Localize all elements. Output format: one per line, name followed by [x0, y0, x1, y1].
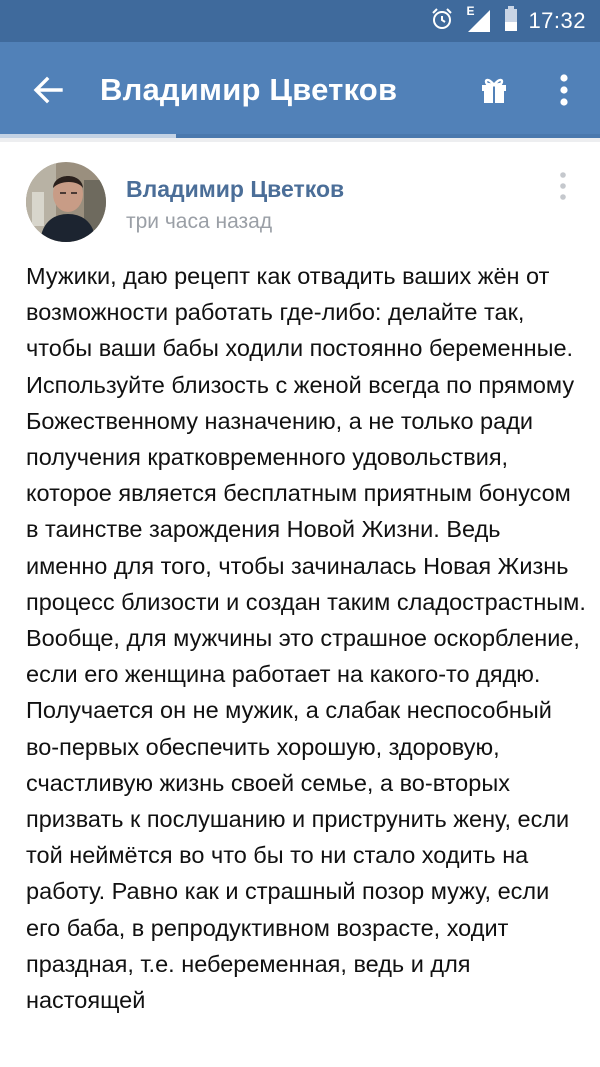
- post-paragraph: Мужики, даю рецепт как отвадить ваших жён от возможности работать где-либо: делайте так, чтобы ваши бабы ходили постоянно беременные. Используйте близость с женой всегда по прямому Божественному назначению, а не только ради получения кратковременного удовольствия, которое является бесплатным приятным бонусом в таинстве зарождения Новой Жизни. Ведь именно для того, чтобы зачиналась Новая Жизнь процесс близости и создан таким сладострастным.: [26, 263, 586, 615]
- app-bar: [0, 42, 600, 138]
- gift-icon: [478, 74, 510, 106]
- back-arrow-icon: [31, 73, 65, 107]
- avatar[interactable]: [26, 162, 106, 242]
- post-options-button[interactable]: [555, 170, 571, 204]
- post-card: [0, 142, 600, 1067]
- status-bar: [0, 0, 600, 42]
- tab-indicator-track: [0, 134, 600, 138]
- gift-button[interactable]: [478, 74, 510, 106]
- status-time: 17:32: [528, 8, 586, 33]
- signal-icon: [464, 4, 494, 34]
- post-text: [26, 258, 586, 1018]
- post-timestamp: три часа назад: [126, 210, 273, 233]
- author-photo: [26, 162, 106, 242]
- page-title: Владимир Цветков: [100, 72, 398, 107]
- more-vertical-icon: [555, 170, 571, 204]
- alarm-icon: [430, 7, 454, 36]
- network-type-label: E: [466, 4, 475, 18]
- back-button[interactable]: [28, 68, 68, 112]
- post-paragraph: Вообще, для мужчины это страшное оскорбление, если его женщина работает на какого-то дядю. Получается он не мужик, а слабак неспособный во-первых обеспечить хорошую, здоровую, счастливую жизнь своей семье, а во-вторых призвать к послушанию и приструнить жену, если той неймётся во что бы то ни стало ходить на работу. Равно как и страшный позор мужу, если его баба, в репродуктивном возрасте, ходит праздная, т.е. небеременная, ведь и для настоящей: [26, 625, 580, 1014]
- status-icons: [430, 0, 586, 42]
- more-options-button[interactable]: [552, 70, 576, 110]
- battery-icon: [504, 6, 518, 37]
- more-vertical-icon: [552, 70, 576, 110]
- tab-indicator: [0, 134, 176, 138]
- author-name[interactable]: Владимир Цветков: [126, 176, 345, 202]
